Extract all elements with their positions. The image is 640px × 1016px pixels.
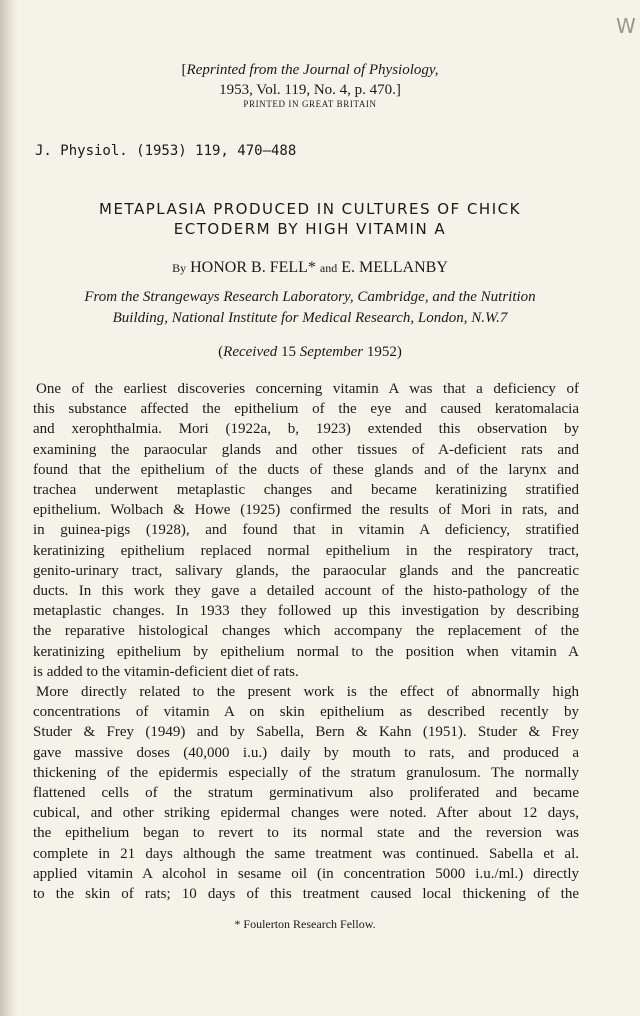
body-line: gave massive doses (40,000 i.u.) daily by mouth to rats, and produced a xyxy=(33,744,579,761)
body-line: found that the epithelium of the ducts of these glands and of the larynx and xyxy=(33,461,579,478)
body-line: this substance affected the epithelium of the eye and caused keratomalacia xyxy=(33,401,579,418)
pencil-mark: W xyxy=(616,14,636,38)
body-line: keratinizing epithelium replaced normal epithelium in the respiratory tract, xyxy=(33,542,579,559)
journal-citation: J. Physiol. (1953) 119, 470–488 xyxy=(35,143,297,159)
body-line: to the skin of rats; 10 days of this treatment caused local thickening of the xyxy=(33,886,579,902)
body-line: and xerophthalmia. Mori (1922a, b, 1923) extended this observation by xyxy=(33,421,579,438)
printed-note: PRINTED IN GREAT BRITAIN xyxy=(243,99,377,109)
body-line: Studer & Frey (1949) and by Sabella, Bern & Kahn (1951). Studer & Frey xyxy=(33,724,579,741)
footnote: * Foulerton Research Fellow. xyxy=(234,917,376,931)
body-line: epithelium. Wolbach & Howe (1925) confirmed the results of Mori in rats, and xyxy=(33,502,579,519)
body-line: metaplastic changes. In 1933 they followed up this investigation by describing xyxy=(33,603,579,620)
body-line: the epithelium began to revert to its normal state and the reversion was xyxy=(33,825,579,842)
affiliation-line-1: From the Strangeways Research Laboratory, Cambridge, and the Nutrition xyxy=(84,289,536,305)
body-line: concentrations of vitamin A on skin epithelium as described recently by xyxy=(33,704,579,721)
body-line: in guinea-pigs (1928), and found that in vitamin A deficiency, stratified xyxy=(33,522,579,539)
reprint-line-1: [Reprinted from the Journal of Physiology, xyxy=(181,62,439,78)
page-edge-shadow xyxy=(0,0,18,1016)
reprint-line-2: 1953, Vol. 119, No. 4, p. 470.] xyxy=(219,82,401,98)
affiliation-line-2: Building, National Institute for Medical Research, London, N.W.7 xyxy=(112,310,508,326)
body-line: thickening of the epidermis especially of the stratum granulosum. The normally xyxy=(33,764,579,781)
body-line: keratinizing epithelium by epithelium normal to the position when vitamin A xyxy=(33,643,579,660)
author-byline: By HONOR B. FELL* and E. MELLANBY xyxy=(172,259,448,276)
body-line: ducts. In this work they gave a detailed account of the histo-pathology of the xyxy=(33,583,579,599)
body-line: More directly related to the present work is the effect of abnormally high xyxy=(36,684,579,700)
body-line: complete in 21 days although the same treatment was continued. Sabella et al. xyxy=(33,845,579,862)
article-title-line-1: METAPLASIA PRODUCED IN CULTURES OF CHICK xyxy=(99,200,521,218)
body-line: One of the earliest discoveries concerning vitamin A was that a deficiency of xyxy=(36,381,579,397)
received-date: (Received 15 September 1952) xyxy=(218,344,402,360)
article-title-line-2: ECTODERM BY HIGH VITAMIN A xyxy=(173,220,447,238)
body-line: flattened cells of the stratum germinativum also proliferated and became xyxy=(33,785,579,801)
body-line: the reparative histological changes which accompany the replacement of the xyxy=(33,623,579,640)
body-line: examining the paraocular glands and other tissues of A-deficient rats and xyxy=(33,441,579,458)
reprint-source: Reprinted from the Journal of Physiology, xyxy=(186,62,439,78)
body-line: cubical, and other striking epidermal changes were noted. After about 12 days, xyxy=(33,805,579,822)
body-line: is added to the vitamin-deficient diet of rats. xyxy=(33,663,299,680)
body-line: applied vitamin A alcohol in sesame oil (in concentration 5000 i.u./ml.) directly xyxy=(33,865,579,882)
body-line: trachea underwent metaplastic changes and became keratinizing stratified xyxy=(33,482,579,498)
body-line: genito-urinary tract, salivary glands, the paraocular glands and the pancreatic xyxy=(33,562,579,579)
